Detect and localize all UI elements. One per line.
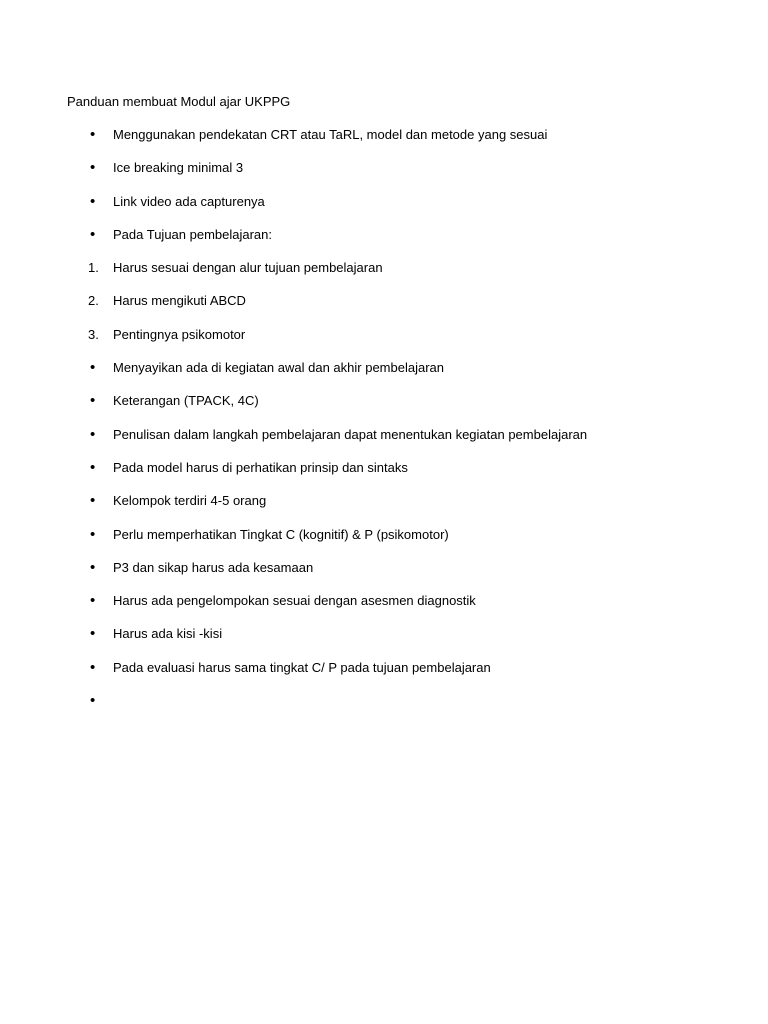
list-item-text: Kelompok terdiri 4-5 orang — [113, 493, 267, 509]
document-title: Panduan membuat Modul ajar UKPPG — [67, 94, 291, 109]
number-marker: 1. — [88, 260, 99, 276]
list-item-text: Ice breaking minimal 3 — [113, 160, 244, 176]
list-item-text: Penulisan dalam langkah pembelajaran dapat menentukan kegiatan pembelajaran — [113, 426, 588, 442]
list-item — [0, 259, 700, 292]
bullet-marker: • — [90, 126, 96, 143]
bullet-marker: • — [90, 225, 96, 243]
bullet-marker: • — [90, 592, 96, 610]
bullet-marker: • — [90, 192, 96, 210]
list-item — [0, 492, 700, 525]
guideline-list — [0, 126, 700, 725]
list-item — [0, 359, 700, 392]
bullet-marker: • — [90, 625, 96, 643]
list-item-text: Menyayikan ada di kegiatan awal dan akhir pembelajaran — [113, 360, 444, 376]
bullet-marker: • — [90, 392, 96, 410]
list-item-text: Keterangan (TPACK, 4C) — [113, 393, 259, 409]
list-item-text: Menggunakan pendekatan CRT atau TaRL, model dan metode yang sesuai — [113, 127, 548, 142]
list-item-text: Pada evaluasi harus sama tingkat C/ P pada tujuan pembelajaran — [113, 659, 491, 675]
list-item-text: Pada model harus di perhatikan prinsip dan sintaks — [113, 459, 408, 475]
list-item — [0, 292, 700, 325]
list-item-text: Link video ada capturenya — [113, 193, 265, 209]
list-item-text: Harus ada pengelompokan sesuai dengan asesmen diagnostik — [113, 593, 476, 609]
bullet-marker: • — [90, 425, 96, 443]
list-item — [0, 159, 700, 192]
number-marker: 3. — [88, 326, 99, 342]
bullet-marker: • — [90, 492, 96, 510]
list-item — [0, 625, 700, 658]
bullet-marker: • — [90, 458, 96, 476]
list-item — [0, 526, 700, 559]
bullet-marker: • — [90, 658, 96, 676]
list-item — [0, 226, 700, 259]
list-item-text: Perlu memperhatikan Tingkat C (kognitif) & P (psikomotor) — [113, 526, 449, 542]
list-item — [0, 126, 700, 159]
list-item-text: Harus mengikuti ABCD — [113, 293, 246, 309]
bullet-marker: • — [90, 558, 96, 576]
list-item-text: Harus sesuai dengan alur tujuan pembelajaran — [113, 260, 383, 276]
bullet-marker: • — [90, 359, 96, 377]
list-item — [0, 659, 700, 692]
list-item-text: Harus ada kisi -kisi — [113, 626, 223, 642]
bullet-marker: • — [90, 525, 96, 543]
list-item — [0, 592, 700, 625]
bullet-marker: • — [90, 692, 96, 710]
list-item — [0, 392, 700, 425]
list-item — [0, 692, 700, 725]
list-item-text: Pada Tujuan pembelajaran: — [113, 226, 273, 242]
list-item-text: P3 dan sikap harus ada kesamaan — [113, 559, 314, 575]
list-item — [0, 426, 700, 459]
number-marker: 2. — [88, 293, 99, 309]
list-item — [0, 193, 700, 226]
list-item — [0, 559, 700, 592]
list-item-text: Pentingnya psikomotor — [113, 326, 246, 342]
list-item — [0, 459, 700, 492]
bullet-marker: • — [90, 159, 96, 177]
list-item — [0, 326, 700, 359]
